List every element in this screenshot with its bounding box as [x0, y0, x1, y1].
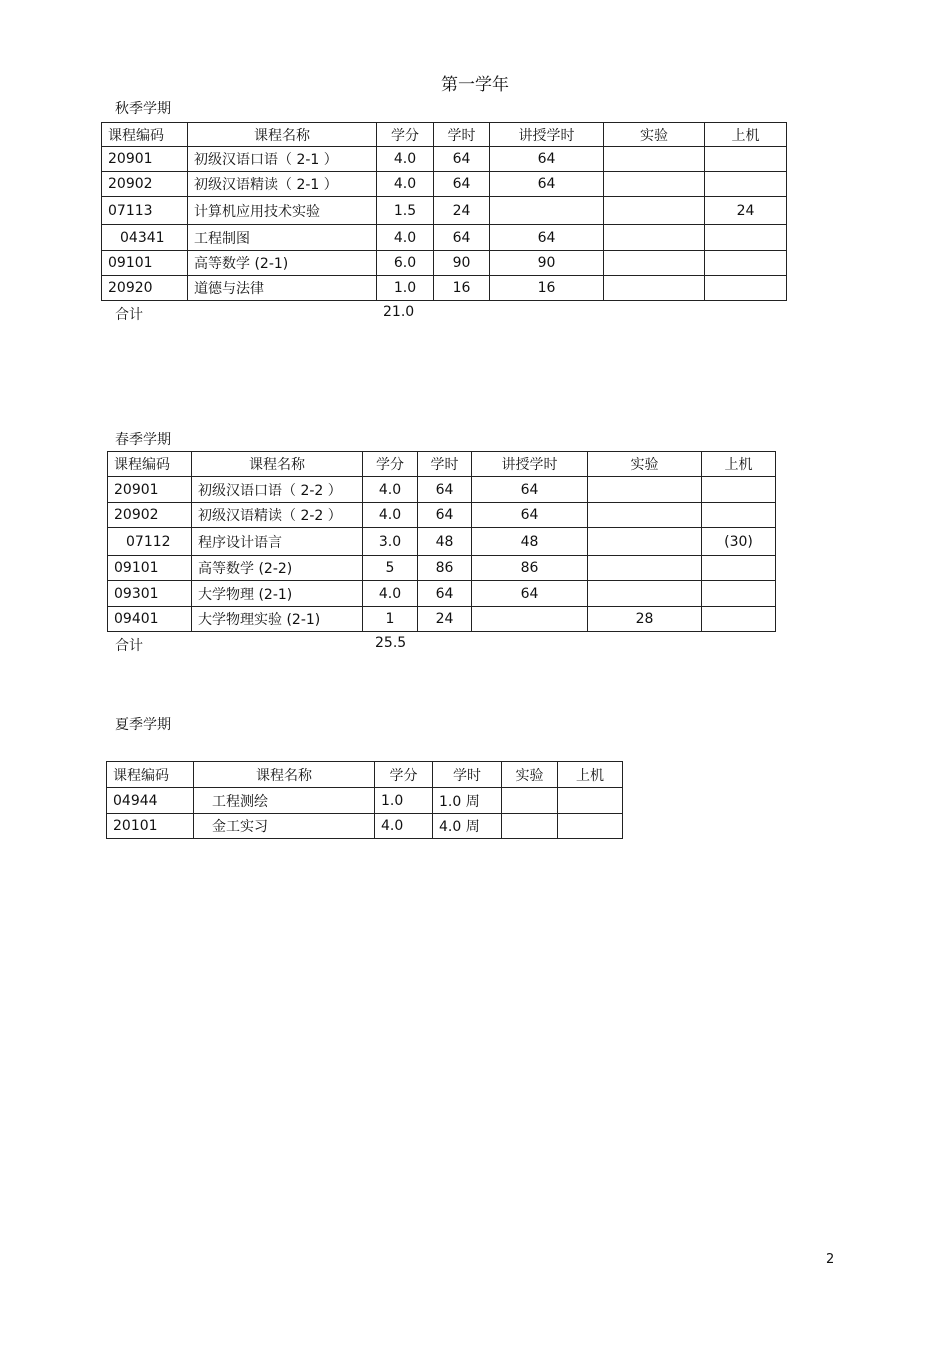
spring-total-credits: 25.5	[375, 635, 407, 651]
header-cell: 讲授学时	[490, 123, 604, 147]
lab-hours	[604, 172, 705, 197]
page-title: 第一学年	[441, 75, 509, 95]
lecture-hours: 64	[472, 503, 588, 528]
course-code: 09101	[108, 556, 192, 581]
table-row	[107, 814, 623, 839]
computer-hours	[702, 607, 776, 632]
hours: 4.0 周	[433, 814, 502, 839]
lab-hours	[604, 225, 705, 251]
table-row	[107, 788, 623, 814]
course-code: 20902	[108, 503, 192, 528]
hours: 24	[434, 197, 490, 225]
lecture-hours: 64	[472, 477, 588, 503]
credits: 4.0	[377, 172, 434, 197]
computer-hours	[558, 788, 623, 814]
course-code: 20902	[102, 172, 188, 197]
table-row	[102, 251, 787, 276]
course-name: 初级汉语精读（ 2-2 ）	[192, 503, 363, 528]
table-row	[102, 147, 787, 172]
course-name: 初级汉语口语（ 2-2 ）	[192, 477, 363, 503]
table-header-row	[108, 452, 776, 477]
header-cell: 实验	[588, 452, 702, 477]
header-cell: 实验	[502, 762, 558, 788]
credits: 1.5	[377, 197, 434, 225]
computer-hours	[702, 503, 776, 528]
computer-hours	[702, 581, 776, 607]
course-name: 程序设计语言	[192, 528, 363, 556]
course-name: 高等数学 (2-2)	[192, 556, 363, 581]
lecture-hours	[490, 197, 604, 225]
course-code: 09101	[102, 251, 188, 276]
lecture-hours: 16	[490, 276, 604, 301]
credits: 4.0	[377, 147, 434, 172]
table-row	[108, 503, 776, 528]
computer-hours	[705, 251, 787, 276]
credits: 4.0	[363, 503, 418, 528]
lab-hours	[588, 503, 702, 528]
credits: 4.0	[375, 814, 433, 839]
lecture-hours: 64	[490, 225, 604, 251]
course-name: 工程测绘	[194, 788, 375, 814]
header-cell: 课程编码	[107, 762, 194, 788]
header-cell: 上机	[702, 452, 776, 477]
credits: 1.0	[377, 276, 434, 301]
course-name: 计算机应用技术实验	[188, 197, 377, 225]
course-code: 09301	[108, 581, 192, 607]
header-cell: 学分	[375, 762, 433, 788]
spring-total-label: 合计	[115, 638, 143, 654]
course-name: 工程制图	[188, 225, 377, 251]
course-name: 金工实习	[194, 814, 375, 839]
table-row	[102, 172, 787, 197]
course-name: 道德与法律	[188, 276, 377, 301]
lecture-hours: 64	[472, 581, 588, 607]
table-row	[102, 225, 787, 251]
lecture-hours: 86	[472, 556, 588, 581]
header-cell: 学时	[433, 762, 502, 788]
header-cell: 上机	[558, 762, 623, 788]
table-row	[108, 607, 776, 632]
lab-hours	[588, 477, 702, 503]
table-row	[102, 197, 787, 225]
header-cell: 课程名称	[188, 123, 377, 147]
summer-semester-label: 夏季学期	[115, 717, 171, 733]
computer-hours	[705, 225, 787, 251]
lab-hours	[588, 581, 702, 607]
computer-hours: (30)	[702, 528, 776, 556]
header-cell: 上机	[705, 123, 787, 147]
header-cell: 课程名称	[194, 762, 375, 788]
hours: 1.0 周	[433, 788, 502, 814]
computer-hours: 24	[705, 197, 787, 225]
lecture-hours: 64	[490, 147, 604, 172]
header-cell: 课程名称	[192, 452, 363, 477]
page-number: 2	[826, 1252, 835, 1267]
header-cell: 学时	[418, 452, 472, 477]
autumn-total-credits: 21.0	[383, 304, 415, 320]
hours: 86	[418, 556, 472, 581]
course-code: 07112	[108, 528, 192, 556]
summer-course-table	[106, 761, 623, 839]
header-cell: 学分	[363, 452, 418, 477]
lecture-hours: 90	[490, 251, 604, 276]
lab-hours	[502, 788, 558, 814]
course-code: 20901	[102, 147, 188, 172]
lecture-hours	[472, 607, 588, 632]
course-code: 20101	[107, 814, 194, 839]
header-cell: 讲授学时	[472, 452, 588, 477]
lab-hours	[604, 147, 705, 172]
credits: 5	[363, 556, 418, 581]
spring-semester-label: 春季学期	[115, 432, 171, 448]
hours: 64	[418, 503, 472, 528]
computer-hours	[705, 147, 787, 172]
hours: 90	[434, 251, 490, 276]
lab-hours	[604, 276, 705, 301]
course-name: 初级汉语口语（ 2-1 ）	[188, 147, 377, 172]
hours: 24	[418, 607, 472, 632]
course-code: 09401	[108, 607, 192, 632]
credits: 1	[363, 607, 418, 632]
computer-hours	[705, 276, 787, 301]
spring-course-table	[107, 451, 776, 632]
table-row	[108, 581, 776, 607]
lab-hours	[588, 556, 702, 581]
credits: 3.0	[363, 528, 418, 556]
hours: 48	[418, 528, 472, 556]
course-code: 07113	[102, 197, 188, 225]
autumn-semester-label: 秋季学期	[115, 101, 171, 117]
credits: 4.0	[363, 477, 418, 503]
lab-hours: 28	[588, 607, 702, 632]
header-cell: 课程编码	[108, 452, 192, 477]
credits: 4.0	[363, 581, 418, 607]
lab-hours	[604, 197, 705, 225]
credits: 1.0	[375, 788, 433, 814]
course-name: 大学物理 (2-1)	[192, 581, 363, 607]
hours: 64	[434, 172, 490, 197]
table-header-row	[102, 123, 787, 147]
course-code: 20920	[102, 276, 188, 301]
hours: 64	[434, 147, 490, 172]
computer-hours	[705, 172, 787, 197]
header-cell: 学时	[434, 123, 490, 147]
course-name: 初级汉语精读（ 2-1 ）	[188, 172, 377, 197]
header-cell: 实验	[604, 123, 705, 147]
lab-hours	[588, 528, 702, 556]
course-code: 04341	[102, 225, 188, 251]
credits: 6.0	[377, 251, 434, 276]
computer-hours	[558, 814, 623, 839]
autumn-total-label: 合计	[115, 307, 143, 323]
hours: 16	[434, 276, 490, 301]
lab-hours	[604, 251, 705, 276]
table-row	[108, 528, 776, 556]
credits: 4.0	[377, 225, 434, 251]
table-header-row	[107, 762, 623, 788]
table-row	[108, 477, 776, 503]
header-cell: 课程编码	[102, 123, 188, 147]
computer-hours	[702, 556, 776, 581]
hours: 64	[418, 477, 472, 503]
lecture-hours: 48	[472, 528, 588, 556]
table-row	[102, 276, 787, 301]
lab-hours	[502, 814, 558, 839]
course-code: 20901	[108, 477, 192, 503]
table-row	[108, 556, 776, 581]
course-name: 高等数学 (2-1)	[188, 251, 377, 276]
hours: 64	[434, 225, 490, 251]
header-cell: 学分	[377, 123, 434, 147]
course-name: 大学物理实验 (2-1)	[192, 607, 363, 632]
hours: 64	[418, 581, 472, 607]
computer-hours	[702, 477, 776, 503]
course-code: 04944	[107, 788, 194, 814]
lecture-hours: 64	[490, 172, 604, 197]
autumn-course-table	[101, 122, 787, 301]
